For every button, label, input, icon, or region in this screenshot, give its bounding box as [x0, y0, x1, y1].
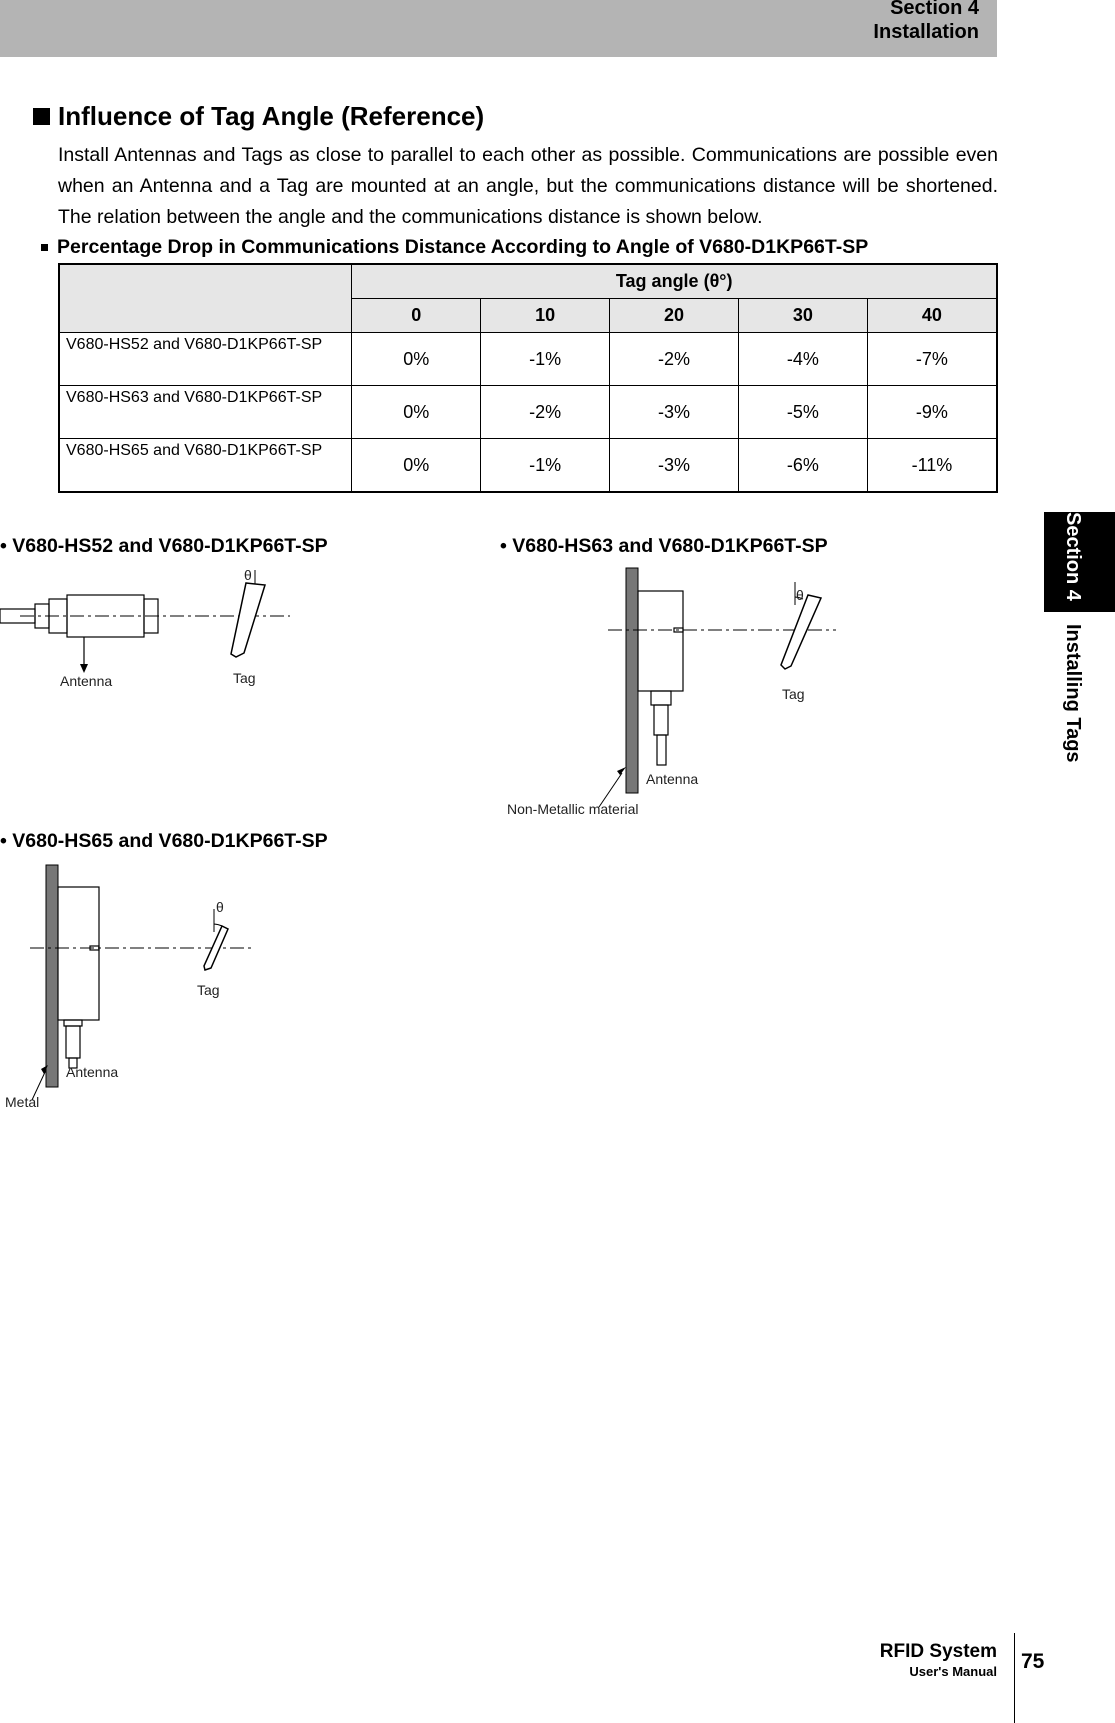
metal-plate [46, 865, 58, 1087]
table-cell: -1% [481, 439, 610, 493]
table-cell: -3% [610, 439, 739, 493]
table-row [59, 333, 997, 386]
row-label: V680-HS63 and V680-D1KP66T-SP [59, 386, 352, 439]
table-cell: -2% [481, 386, 610, 439]
diagram-hs63-title: • V680-HS63 and V680-D1KP66T-SP [500, 535, 828, 557]
footer-divider [1014, 1633, 1015, 1723]
diagram-hs52-title: • V680-HS52 and V680-D1KP66T-SP [0, 535, 328, 557]
table-row [59, 439, 997, 493]
footer-subtitle: User's Manual [909, 1664, 997, 1679]
theta-label: θ [216, 899, 224, 915]
side-section-label [1044, 624, 1115, 774]
tag-angle-header: Tag angle (θ°) [352, 264, 997, 299]
small-square-bullet-icon [41, 244, 48, 251]
antenna-body [638, 591, 683, 691]
header-subtitle: Installation [873, 21, 979, 43]
tag-label: Tag [233, 670, 256, 686]
theta-label: θ [796, 587, 804, 603]
theta-label: θ [244, 567, 252, 583]
table-row [59, 386, 997, 439]
antenna-neck [64, 1020, 82, 1026]
material-label: Metal [5, 1094, 40, 1110]
angle-table [58, 263, 998, 493]
tag-shape [781, 595, 821, 669]
angle-header: 20 [610, 299, 739, 333]
angle-header: 10 [481, 299, 610, 333]
table-cell: -1% [481, 333, 610, 386]
tag-shape [231, 583, 265, 657]
intro-paragraph: Install Antennas and Tags as close to parallel to each other as possible. Communications are possible even when an Antenna and a Tag are mounted at an angle, but the communications distance will be shortened. The relation between the angle and the communications distance is shown below. [58, 144, 998, 228]
table-cell: -7% [867, 333, 997, 386]
row-label: V680-HS65 and V680-D1KP66T-SP [59, 439, 352, 493]
table-cell: -5% [738, 386, 867, 439]
table-cell: 0% [352, 439, 481, 493]
row-label: V680-HS52 and V680-D1KP66T-SP [59, 333, 352, 386]
table-cell: -4% [738, 333, 867, 386]
section-heading [33, 101, 484, 132]
table-cell: -3% [610, 386, 739, 439]
tag-label: Tag [197, 982, 220, 998]
antenna-label: Antenna [646, 771, 699, 787]
table-cell: 0% [352, 386, 481, 439]
header-bar [0, 0, 997, 57]
non-metallic-plate [626, 568, 638, 793]
side-label-text: Installing Tags [1062, 624, 1084, 763]
footer-title: RFID System [879, 1641, 997, 1662]
section-heading-text: Influence of Tag Angle (Reference) [58, 101, 485, 131]
diagram-hs52 [0, 565, 300, 700]
table-title [41, 236, 868, 259]
diagram-hs63 [500, 565, 860, 825]
antenna-label: Antenna [60, 673, 113, 689]
antenna-body [58, 887, 99, 1020]
material-label: Non-Metallic material [507, 801, 639, 817]
antenna-label: Antenna [66, 1064, 119, 1080]
antenna-cable [657, 735, 666, 765]
side-section-text: Section 4 [1062, 512, 1084, 601]
angle-header: 40 [867, 299, 997, 333]
angle-header: 30 [738, 299, 867, 333]
table-cell: -11% [867, 439, 997, 493]
diagram-hs65 [0, 862, 300, 1117]
table-cell: -9% [867, 386, 997, 439]
table-cell: 0% [352, 333, 481, 386]
table-cell: -6% [738, 439, 867, 493]
antenna-connector [66, 1026, 80, 1058]
diagram-hs65-title: • V680-HS65 and V680-D1KP66T-SP [0, 830, 328, 852]
side-section-tab[interactable] [1044, 512, 1115, 612]
table-title-text: Percentage Drop in Communications Distance According to Angle of V680-D1KP66T-SP [57, 236, 869, 258]
antenna-neck [651, 691, 671, 705]
page-number: 75 [1021, 1650, 1045, 1673]
tag-label: Tag [782, 686, 805, 702]
angle-header: 0 [352, 299, 481, 333]
antenna-connector [654, 705, 668, 735]
square-bullet-icon [33, 108, 50, 125]
header-section: Section 4 [890, 0, 979, 19]
table-corner [59, 264, 352, 333]
table-cell: -2% [610, 333, 739, 386]
